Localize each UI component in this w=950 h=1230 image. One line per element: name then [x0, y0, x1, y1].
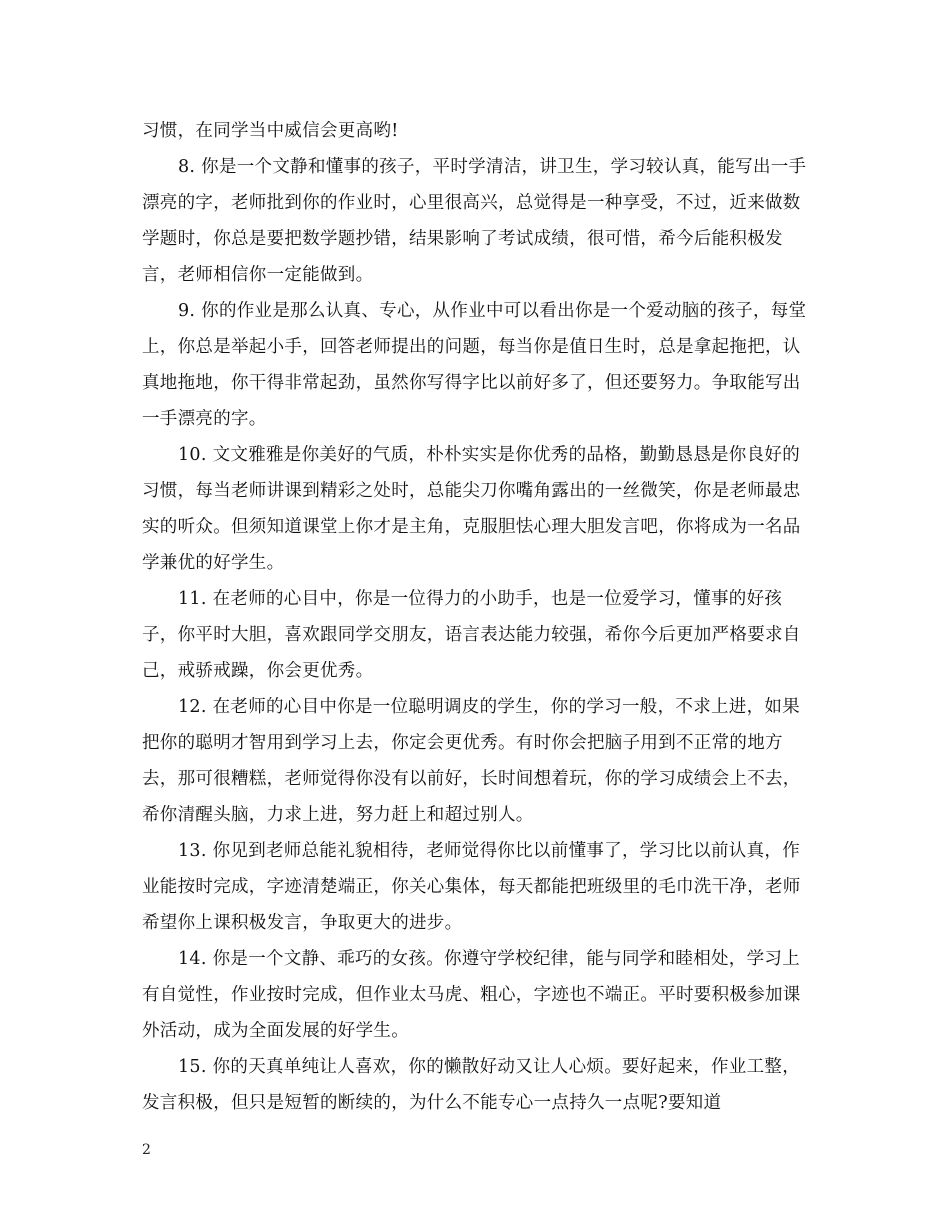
- paragraph-item-8: 8. 你是一个文静和懂事的孩子，平时学清洁，讲卫生，学习较认真，能写出一手漂亮的字，老师批到你的作业时，心里很高兴，总觉得是一种享受，不过，近来做数学题时，你总是要把数学题抄错，结果影响了考试成绩，很可惜，希今后能积极发言，老师相信你一定能做到。: [142, 157, 807, 285]
- paragraph-item-13: 13. 你见到老师总能礼貌相待，老师觉得你比以前懂事了，学习比以前认真，作业能按时完成，字迹清楚端正，你关心集体，每天都能把班级里的毛巾洗干净，老师希望你上课积极发言，争取更大的进步。: [142, 841, 801, 933]
- page-number: 2: [142, 1142, 151, 1158]
- paragraph-item-14: 14. 你是一个文静、乖巧的女孩。你遵守学校纪律，能与同学和睦相处，学习上有自觉性，作业按时完成，但作业太马虎、粗心，字迹也不端正。平时要积极参加课外活动，成为全面发展的好学生。: [142, 949, 801, 1041]
- paragraph-item-10: 10. 文文雅雅是你美好的气质，朴朴实实是你优秀的品格，勤勤恳恳是你良好的习惯，每当老师讲课到精彩之处时，总能尖刀你嘴角露出的一丝微笑，你是老师最忠实的听众。但须知道课堂上你才是主角，克服胆怯心理大胆发言吧，你将成为一名品学兼优的好学生。: [142, 445, 801, 573]
- paragraph-continuation: 习惯，在同学当中威信会更高哟!: [142, 121, 399, 141]
- paragraph-item-11: 11. 在老师的心目中，你是一位得力的小助手，也是一位爱学习，懂事的好孩子，你平时大胆，喜欢跟同学交朋友，语言表达能力较强，希你今后更加严格要求自己，戒骄戒躁，你会更优秀。: [142, 589, 801, 681]
- paragraph-item-9: 9. 你的作业是那么认真、专心，从作业中可以看出你是一个爱动脑的孩子，每堂上，你总是举起小手，回答老师提出的问题，每当你是值日生时，总是拿起拖把，认真地拖地，你干得非常起劲，虽然你写得字比以前好多了，但还要努力。争取能写出一手漂亮的字。: [142, 301, 807, 429]
- document-body: [142, 113, 812, 1121]
- paragraph-item-12: 12. 在老师的心目中你是一位聪明调皮的学生，你的学习一般，不求上进，如果把你的聪明才智用到学习上去，你定会更优秀。有时你会把脑子用到不正常的地方去，那可很糟糕，老师觉得你没有以前好，长时间想着玩，你的学习成绩会上不去，希你清醒头脑，力求上进，努力赶上和超过别人。: [142, 697, 801, 825]
- paragraph-item-15: 15. 你的天真单纯让人喜欢，你的懒散好动又让人心烦。要好起来，作业工整，发言积极，但只是短暂的断续的，为什么不能专心一点持久一点呢?要知道: [142, 1057, 800, 1113]
